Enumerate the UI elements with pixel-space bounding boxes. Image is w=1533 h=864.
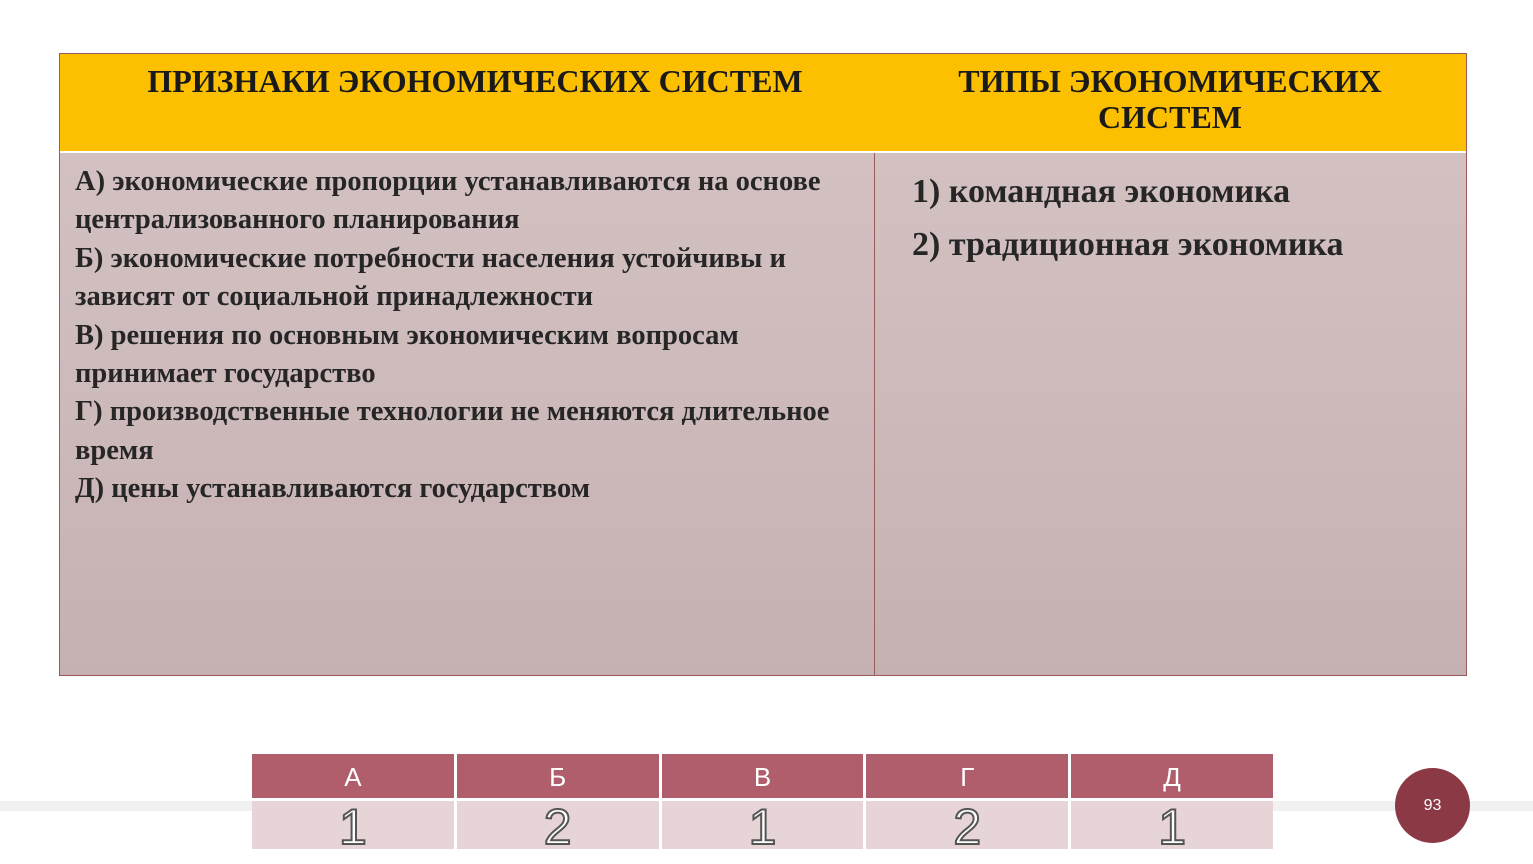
answer-header-b: Б — [457, 754, 659, 798]
answer-value-v: 1 — [662, 801, 864, 849]
answer-value-a: 1 — [252, 801, 454, 849]
table-header — [60, 54, 1466, 153]
feature-item-b: Б) экономические потребности населения устойчивы и зависят от социальной принадлежности — [75, 242, 786, 313]
features-column-header: ПРИЗНАКИ ЭКОНОМИЧЕСКИХ СИСТЕМ — [147, 63, 803, 99]
types-header-line1: ТИПЫ ЭКОНОМИЧЕСКИХ — [958, 63, 1382, 99]
answer-value-b: 2 — [457, 801, 659, 849]
answer-value-d: 1 — [1071, 801, 1273, 849]
feature-item-a: А) экономические пропорции устанавливаются на основе централизованного планирования — [75, 166, 821, 236]
table-body — [60, 153, 1466, 675]
feature-item-v: В) решения по основным экономическим вопросам принимает государство — [75, 319, 739, 390]
types-column-header — [920, 63, 1420, 135]
types-header-line2: СИСТЕМ — [1098, 99, 1242, 135]
page-number-badge: 93 — [1395, 768, 1470, 843]
type-item-1: 1) командная экономика — [912, 173, 1291, 210]
type-item-2: 2) традиционная экономика — [912, 226, 1344, 263]
answer-header-v: В — [662, 754, 864, 798]
answer-header-g: Г — [866, 754, 1068, 798]
feature-item-g: Г) производственные технологии не меняются длительное время — [75, 396, 830, 466]
feature-item-d: Д) цены устанавливаются государством — [75, 473, 591, 505]
answer-header-d: Д — [1071, 754, 1273, 798]
features-list — [75, 163, 865, 509]
column-divider — [874, 153, 875, 675]
matching-table — [59, 53, 1467, 676]
answer-table — [252, 754, 1273, 849]
answer-header-a: А — [252, 754, 454, 798]
types-list — [912, 165, 1452, 271]
answer-value-g: 2 — [866, 801, 1068, 849]
